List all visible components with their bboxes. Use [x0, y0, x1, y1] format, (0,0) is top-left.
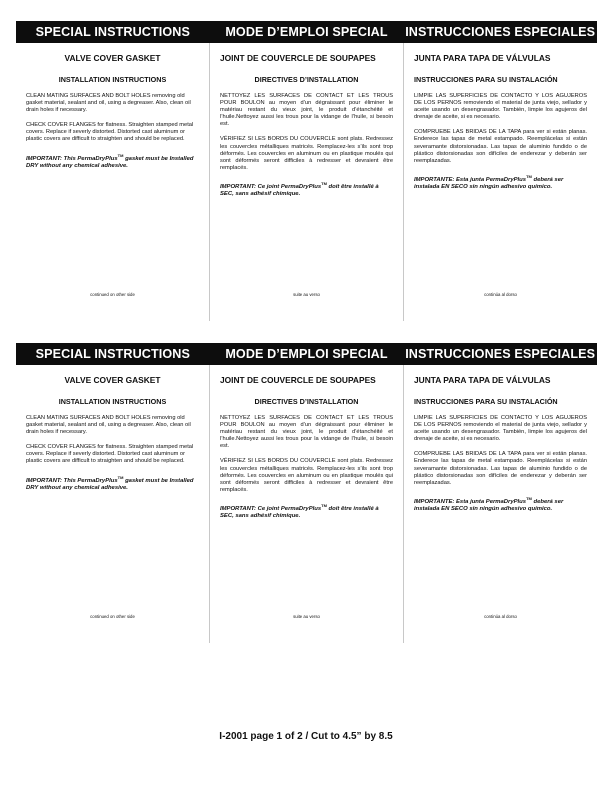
spanish-continued-note: continúa al dorso [484, 292, 517, 297]
french-title: JOINT DE COUVERCLE DE SOUPAPES [220, 375, 376, 385]
spanish-paragraph-clean: LIMPIE LAS SUPERFICIES DE CONTACTO Y LOS AGUJEROS DE LOS PERNOS removiendo el material de junta viejo, sellador y aceite usando un desengrasador. También, limpie los agujeros del drenaje de aceite, si es necesario. [414, 415, 587, 443]
french-paragraph-clean: NETTOYEZ LES SURFACES DE CONTACT ET LES TROUS POUR BOULON au moyen d’un dégraissant pour éliminer le matériau restant du vieux joint, le produit d’étanchéité et l’huile.Nettoyez aussi les trous pour la vidange de l’huile, si besoin est. [220, 415, 393, 450]
french-subtitle: DIRECTIVES D’INSTALLATION [254, 75, 359, 84]
french-continued-note: suite au verso [293, 614, 320, 619]
english-subtitle: INSTALLATION INSTRUCTIONS [58, 397, 167, 406]
french-paragraph-check: VÉRIFIEZ SI LES BORDS DU COUVERCLE sont plats. Redressez les couvercles métalliques matricés. Remplacez-les s’ils sont trop déformés. Les couvercles en aluminum ou en plastique moulés qui sont déformés seront difficiles à redresser et devraient être remplacés. [220, 136, 393, 171]
header-spanish: INSTRUCCIONES ESPECIALES [405, 347, 596, 361]
instruction-card-2 [16, 343, 597, 643]
important-text-end: deberá ser instalada EN SECO sin ningún adhesivo químico. [414, 498, 564, 513]
header-spanish: INSTRUCCIONES ESPECIALES [405, 25, 596, 39]
columns [16, 43, 597, 321]
trademark-mark: TM [117, 152, 124, 158]
important-text-start: IMPORTANTE: Esta junta PermaDryPlus [414, 498, 527, 505]
trademark-mark: TM [526, 495, 532, 501]
important-text-end: deberá ser instalada EN SECO sin ningún adhesivo químico. [414, 176, 564, 191]
trademark-mark: TM [321, 180, 327, 186]
french-paragraph-check: VÉRIFIEZ SI LES BORDS DU COUVERCLE sont plats. Redressez les couvercles métalliques matricés. Remplacez-les s’ils sont trop déformés. Les couvercles en aluminum ou en plastique moulés qui sont déformés seront difficiles à redresser et devraient être remplacés. [220, 458, 393, 493]
header-bar [16, 21, 597, 43]
french-important-note [220, 180, 393, 198]
spanish-paragraph-check: COMPRUEBE LAS BRIDAS DE LA TAPA para ver si están planas. Enderece las tapas de metal estampado. Reemplácelas si están severamante distorsionadas. Las tapas de aluminio fundido o de plástico distorsionadas son difíciles de enderezar y deberán ser reemplazadas. [414, 451, 587, 486]
columns [16, 365, 597, 643]
header-english: SPECIAL INSTRUCTIONS [35, 25, 190, 39]
spanish-title: JUNTA PARA TAPA DE VÁLVULAS [414, 53, 551, 63]
spanish-important-note [414, 495, 587, 513]
important-text-start: IMPORTANT: Ce joint PermaDryPlus [220, 183, 322, 190]
english-paragraph-clean: CLEAN MATING SURFACES AND BOLT HOLES removing old gasket material, sealant and oil, using a degreaser. Also, clean oil drain holes if necessary. [26, 415, 191, 436]
french-subtitle: DIRECTIVES D’INSTALLATION [254, 397, 359, 406]
english-title: VALVE COVER GASKET [64, 53, 161, 63]
spanish-paragraph-check: COMPRUEBE LAS BRIDAS DE LA TAPA para ver si están planas. Enderece las tapas de metal estampado. Reemplácelas si están severamante distorsionadas. Las tapas de aluminio fundido o de plástico distorsionadas son difíciles de enderezar y deberán ser reemplazadas. [414, 129, 587, 164]
english-paragraph-check: CHECK COVER FLANGES for flatness. Straighten stamped metal covers. Replace if severly distorted. Distorted cast aluminum or plastic covers are difficult to straighten and should be replaced. [26, 122, 194, 143]
english-subtitle: INSTALLATION INSTRUCTIONS [58, 75, 167, 84]
french-column [209, 365, 403, 643]
header-bar [16, 343, 597, 365]
important-text-start: IMPORTANT: Ce joint PermaDryPlus [220, 505, 322, 512]
important-text-end: doit être installé à SEC, sans adhésif chimique. [220, 183, 379, 198]
trademark-mark: TM [526, 173, 532, 179]
english-column [16, 43, 209, 321]
important-text-start: IMPORTANT: This PermaDryPlus [26, 155, 118, 162]
english-continued-note: continued on other side [90, 614, 135, 619]
header-english: SPECIAL INSTRUCTIONS [35, 347, 190, 361]
french-column [209, 43, 403, 321]
spanish-continued-note: continúa al dorso [484, 614, 517, 619]
spanish-column [403, 43, 597, 321]
important-text-end: gasket must be Installed DRY without any chemical adhesive. [26, 155, 194, 169]
header-french: MODE D’EMPLOI SPECIAL [225, 25, 388, 39]
spanish-subtitle: INSTRUCCIONES PARA SU INSTALACIÓN [414, 397, 558, 406]
english-important-note [26, 474, 199, 492]
english-title: VALVE COVER GASKET [64, 375, 161, 385]
english-paragraph-check: CHECK COVER FLANGES for flatness. Straighten stamped metal covers. Replace if severly distorted. Distorted cast aluminum or plastic covers are difficult to straighten and should be replaced. [26, 444, 194, 465]
trademark-mark: TM [321, 502, 327, 508]
english-paragraph-clean: CLEAN MATING SURFACES AND BOLT HOLES removing old gasket material, sealant and oil, using a degreaser. Also, clean oil drain holes if necessary. [26, 93, 191, 114]
spanish-title: JUNTA PARA TAPA DE VÁLVULAS [414, 375, 551, 385]
page-footer: I-2001 page 1 of 2 / Cut to 4.5” by 8.5 [219, 731, 393, 742]
header-french: MODE D’EMPLOI SPECIAL [225, 347, 388, 361]
important-text-end: doit être installé à SEC, sans adhésif chimique. [220, 505, 379, 520]
spanish-subtitle: INSTRUCCIONES PARA SU INSTALACIÓN [414, 75, 558, 84]
trademark-mark: TM [117, 474, 124, 480]
spanish-paragraph-clean: LIMPIE LAS SUPERFICIES DE CONTACTO Y LOS AGUJEROS DE LOS PERNOS removiendo el material de junta viejo, sellador y aceite usando un desengrasador. También, limpie los agujeros del drenaje de aceite, si es necesario. [414, 93, 587, 121]
important-text-end: gasket must be Installed DRY without any chemical adhesive. [26, 477, 194, 491]
english-important-note [26, 152, 199, 170]
important-text-start: IMPORTANT: This PermaDryPlus [26, 477, 118, 484]
french-paragraph-clean: NETTOYEZ LES SURFACES DE CONTACT ET LES TROUS POUR BOULON au moyen d’un dégraissant pour éliminer le matériau restant du vieux joint, le produit d’étanchéité et l’huile.Nettoyez aussi les trous pour la vidange de l’huile, si besoin est. [220, 93, 393, 128]
important-text-start: IMPORTANTE: Esta junta PermaDryPlus [414, 176, 527, 183]
spanish-column [403, 365, 597, 643]
instruction-card-1 [16, 21, 597, 321]
french-continued-note: suite au verso [293, 292, 320, 297]
french-important-note [220, 502, 393, 520]
english-continued-note: continued on other side [90, 292, 135, 297]
english-column [16, 365, 209, 643]
french-title: JOINT DE COUVERCLE DE SOUPAPES [220, 53, 376, 63]
spanish-important-note [414, 173, 587, 191]
